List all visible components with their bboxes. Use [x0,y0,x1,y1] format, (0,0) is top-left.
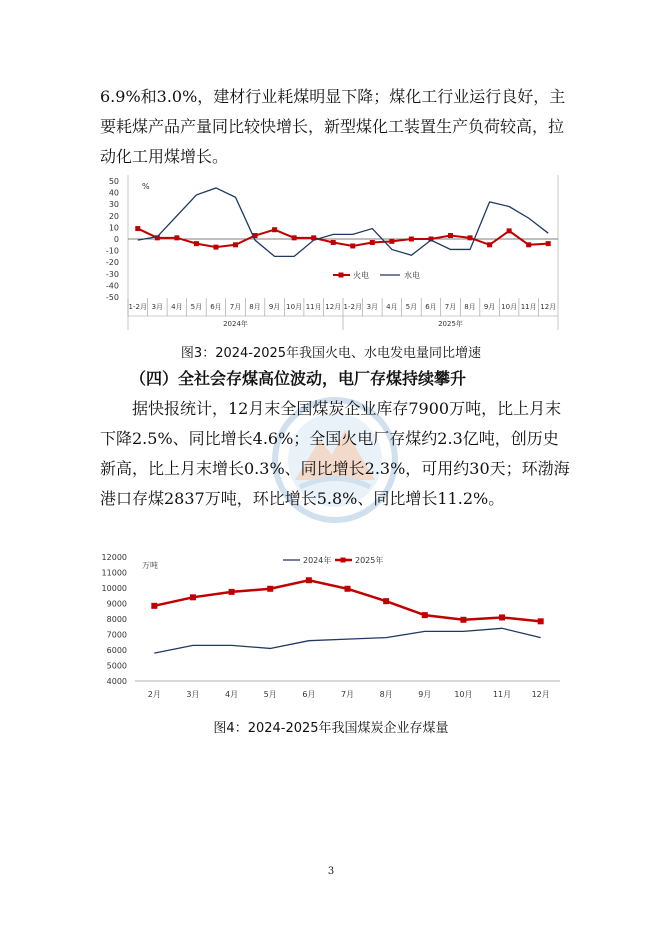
data-point [345,586,351,592]
page-number: 3 [327,866,335,877]
x-tick-label: 2月 [147,690,161,699]
y-tick-label: 20 [108,211,119,221]
data-point [306,577,312,583]
x-tick-label: 6月 [210,303,222,311]
x-tick-label: 3月 [186,690,200,699]
x-tick-label: 4月 [171,303,183,311]
x-tick-label: 9月 [418,690,432,699]
x-tick-label: 10月 [501,303,518,311]
x-tick-label: 12月 [325,303,342,311]
x-tick-label: 4月 [386,303,398,311]
y-tick-label: 7000 [106,630,127,640]
x-tick-label: 7月 [340,690,355,699]
x-tick-label: 3月 [366,303,379,311]
data-point [190,594,196,600]
y-tick-label: 50 [108,177,119,186]
chart-legend [283,555,383,565]
y-unit-label: % [142,182,150,191]
body-paragraph-2: 据快报统计，12月末全国煤炭企业库存7900万吨，比上月末下降2.5%、同比增长4.6%；全国火电厂存煤约2.3亿吨，创历史新高，比上月末增长0.3%、同比增长2.3%，可用约30天；环渤海港口存煤2837万吨，环比增长5.8%、同比增长11.2%。 [100,399,570,508]
y-tick-label: 10 [108,223,119,233]
x-tick-label: 11月 [520,303,537,311]
y-tick-label: -30 [105,269,119,279]
y-tick-label: 12000 [101,553,127,562]
data-point [267,586,273,592]
x-tick-label: 5月 [190,303,203,311]
x-tick-label: 10月 [286,303,303,311]
y-tick-label: 6000 [106,646,127,655]
data-point [499,614,505,620]
x-tick-label: 11月 [492,690,512,699]
x-tick-label: 5月 [263,690,277,699]
data-point [383,598,389,604]
y-tick-label: -20 [105,258,119,268]
legend-label-thermal: 火电 [353,271,369,280]
x-tick-label: 10月 [454,690,473,699]
legend-label-hydro: 水电 [404,271,420,280]
x-tick-label: 3月 [151,303,164,311]
x-group-label: 2025年 [438,320,463,328]
data-point [460,617,466,623]
y-tick-label: 8000 [106,615,127,624]
x-tick-label: 7月 [229,303,242,311]
y-tick-label: 5000 [106,661,127,671]
y-tick-label: 10000 [101,584,127,593]
body-paragraph-1: 6.9%和3.0%，建材行业耗煤明显下降；煤化工行业运行良好，主要耗煤产品产量同比较快增长，新型煤化工装置生产负荷较高，拉动化工用煤增长。 [100,87,566,166]
legend-label-2025: 2025年 [355,556,384,565]
x-tick-label: 12月 [531,690,550,699]
figure-caption-2: 图4：2024-2025年我国煤炭企业存煤量 [213,721,449,736]
data-point [422,612,428,618]
x-group-label: 2024年 [223,320,248,328]
y-unit-label: 万吨 [142,561,158,570]
x-tick-label: 9月 [483,303,496,311]
y-tick-label: 9000 [106,599,127,609]
series-line [154,628,540,653]
y-tick-label: 11000 [101,568,127,578]
x-tick-label: 11月 [305,303,322,311]
section-heading: （四）全社会存煤高位波动，电厂存煤持续攀升 [130,369,467,388]
x-tick-label: 8月 [249,303,261,311]
x-tick-label: 12月 [540,303,557,311]
x-tick-label: 6月 [425,303,437,311]
figure-caption-1: 图3：2024-2025年我国火电、水电发电量同比增速 [180,346,482,361]
x-tick-label: 8月 [464,303,476,311]
x-tick-label: 6月 [302,690,316,699]
x-tick-label: 8月 [379,690,393,699]
x-tick-label: 5月 [405,303,418,311]
data-point [229,589,235,595]
y-tick-label: -40 [105,281,119,291]
y-tick-label: 0 [113,235,119,244]
x-tick-label: 9月 [268,303,281,311]
data-point [151,603,157,609]
y-tick-label: 4000 [106,677,127,686]
y-tick-label: 40 [108,188,119,198]
x-tick-label: 1-2月 [128,303,147,311]
x-tick-label: 7月 [444,303,457,311]
y-tick-label: 30 [108,200,119,210]
x-tick-label: 1-2月 [343,303,362,311]
y-tick-label: -10 [105,246,119,256]
y-tick-label: -50 [105,293,119,302]
legend-label-2024: 2024年 [303,556,332,565]
data-point [538,618,544,624]
x-tick-label: 4月 [225,690,239,699]
